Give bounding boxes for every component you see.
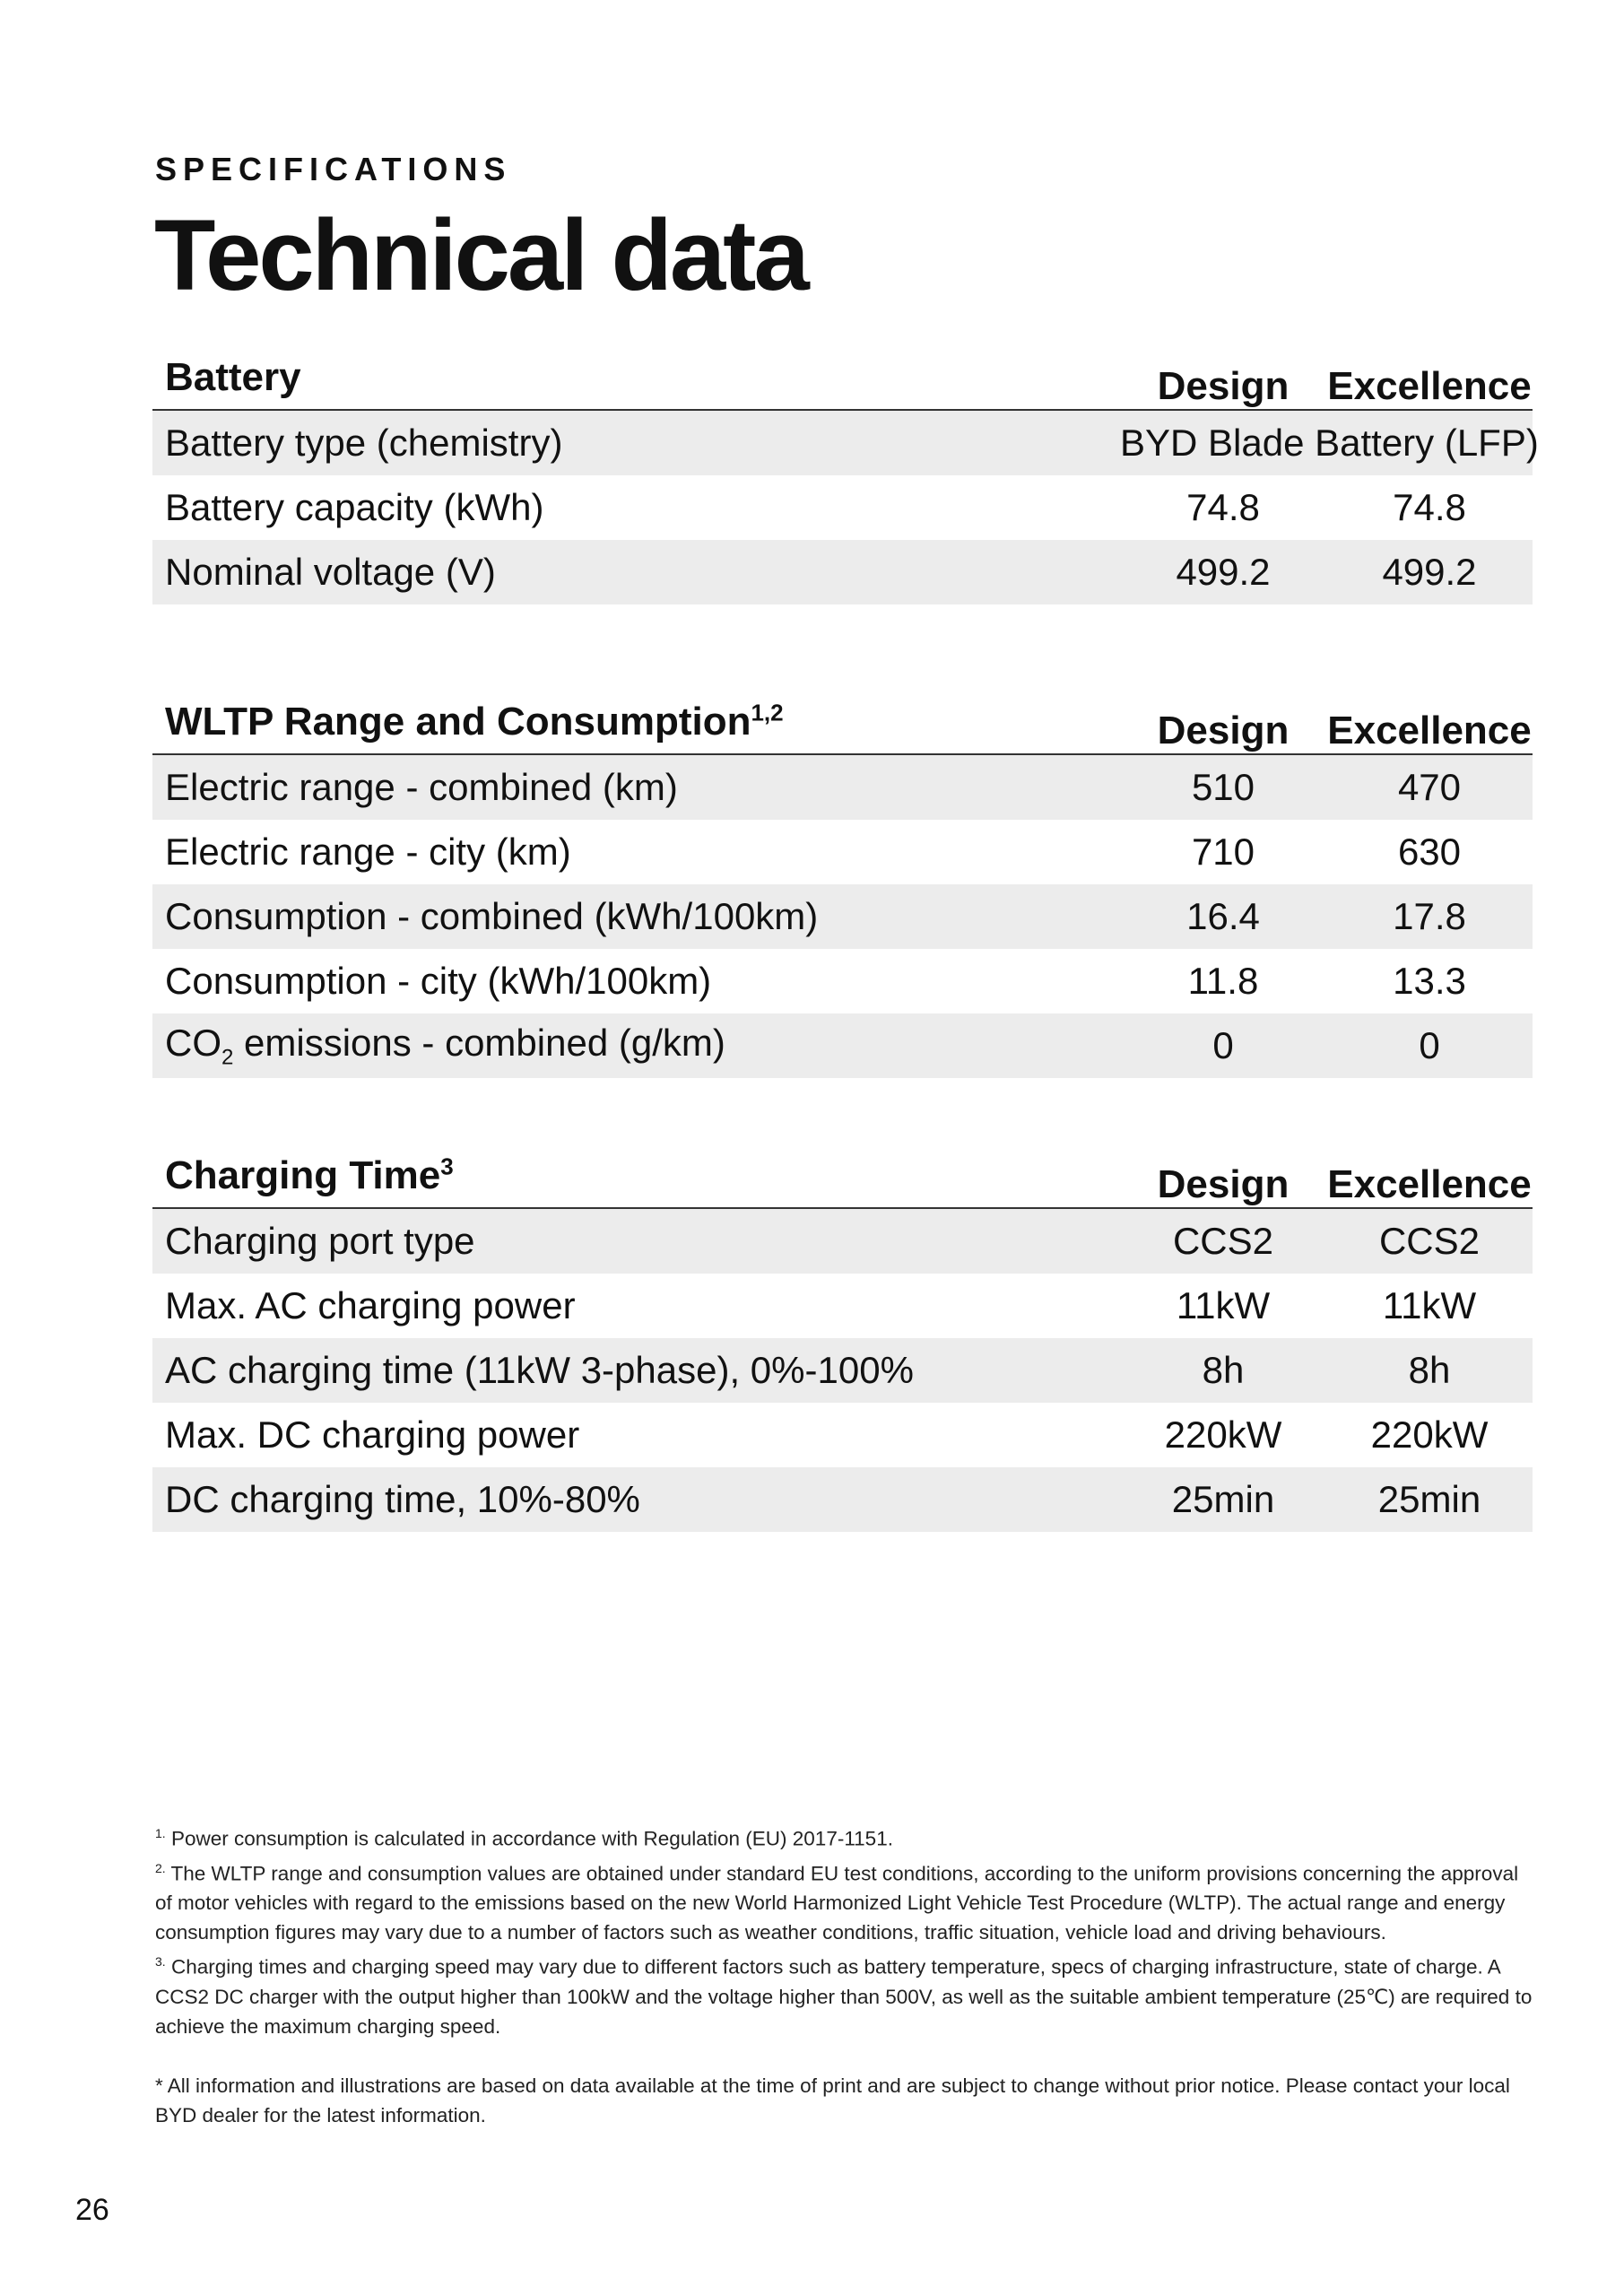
battery-col-excellence: Excellence (1326, 346, 1533, 410)
table-row (152, 475, 1533, 540)
table-row (152, 410, 1533, 475)
wltp-col-excellence: Excellence (1326, 691, 1533, 754)
row-value-excellence: 17.8 (1326, 884, 1533, 949)
row-value-excellence: 630 (1397, 831, 1462, 873)
row-value-excellence: 220kW (1370, 1413, 1489, 1456)
footnote-3-mark: 3. (155, 1954, 166, 1969)
charging-header-row (152, 1144, 1533, 1208)
table-row (152, 754, 1533, 820)
table-row (152, 1274, 1533, 1338)
row-label: Max. AC charging power (165, 1284, 576, 1326)
table-row (152, 820, 1533, 884)
battery-col-design: Design (1120, 346, 1326, 410)
row-label: Battery type (chemistry) (152, 410, 1120, 475)
row-value-design: 220kW (1164, 1413, 1282, 1456)
row-value-design: 499.2 (1120, 540, 1326, 604)
row-value-design: 11.8 (1187, 960, 1259, 1002)
table-row (152, 1338, 1533, 1403)
row-value-excellence: 74.8 (1393, 486, 1466, 528)
row-value-excellence: 8h (1326, 1338, 1533, 1403)
charging-heading (152, 1144, 1120, 1208)
row-value-design: 16.4 (1120, 884, 1326, 949)
row-label: AC charging time (11kW 3-phase), 0%-100% (152, 1338, 1120, 1403)
row-value-excellence: 0 (1326, 1013, 1533, 1078)
row-label: Charging port type (152, 1208, 1120, 1274)
table-row (152, 1403, 1533, 1467)
row-value-design: 510 (1120, 754, 1326, 820)
row-value-excellence: 470 (1326, 754, 1533, 820)
row-value-excellence: 11kW (1382, 1284, 1477, 1326)
table-row (152, 1467, 1533, 1532)
footnote-3 (155, 1947, 1536, 2041)
footnote-1-text: Power consumption is calculated in accordance with Regulation (EU) 2017-1151. (165, 1827, 893, 1850)
row-label: Battery capacity (kWh) (165, 486, 544, 528)
wltp-heading-text: WLTP Range and Consumption (165, 700, 751, 744)
row-label: Nominal voltage (V) (152, 540, 1120, 604)
row-label (152, 1013, 1120, 1078)
row-value-design: 0 (1120, 1013, 1326, 1078)
table-row (152, 1013, 1533, 1078)
disclaimer: * All information and illustrations are based on data available at the time of print and are subject to change without prior notice. Please contact your local BYD dealer for the latest information. (155, 2074, 1510, 2126)
row-label: Electric range - combined (km) (152, 754, 1120, 820)
row-label: Electric range - city (km) (165, 831, 571, 873)
footnotes (155, 1819, 1536, 2130)
footnote-2 (155, 1854, 1536, 1948)
row-value-design: 8h (1120, 1338, 1326, 1403)
page-title: Technical data (154, 199, 807, 311)
co2-label-sub: 2 (221, 1045, 234, 1070)
footnote-3-text: Charging times and charging speed may vary due to different factors such as battery temperature, specs of charging infrastructure, state of charge. A CCS2 DC charger with the output higher than 100kW and the voltage higher than 500V, as well as the suitable ambient temperature (25℃) are required to achieve the maximum charging speed. (155, 1955, 1533, 2038)
table-row (152, 949, 1533, 1013)
battery-heading: Battery (152, 346, 1120, 410)
wltp-col-design: Design (1120, 691, 1326, 754)
row-value-combined: BYD Blade Battery (LFP) (1120, 410, 1533, 475)
row-label: DC charging time, 10%-80% (152, 1467, 1120, 1532)
wltp-heading-footnote-ref: 1,2 (751, 699, 784, 726)
row-value-design: CCS2 (1120, 1208, 1326, 1274)
wltp-heading (152, 691, 1120, 754)
battery-header-row (152, 346, 1533, 410)
wltp-table (152, 691, 1533, 1078)
charging-col-excellence: Excellence (1326, 1144, 1533, 1208)
row-value-design: 710 (1191, 831, 1255, 873)
page-number: 26 (75, 2193, 109, 2227)
footnote-2-text: The WLTP range and consumption values are obtained under standard EU test conditions, according to the uniform provisions concerning the approval of motor vehicles with regard to the emissions based on the new World Harmonized Light Vehicle Test Procedure (WLTP). The actual range and energy consumption figures may vary due to a number of factors such as weather conditions, traffic situation, vehicle load and driving behaviours. (155, 1862, 1519, 1944)
table-row (152, 1208, 1533, 1274)
battery-table (152, 346, 1539, 604)
row-value-design: 11kW (1176, 1284, 1271, 1326)
charging-table (152, 1144, 1533, 1532)
table-row (152, 884, 1533, 949)
wltp-header-row (152, 691, 1533, 754)
footnote-1 (155, 1819, 1536, 1854)
footnote-2-mark: 2. (155, 1860, 166, 1875)
co2-label-pre: CO (165, 1021, 221, 1064)
row-value-excellence: CCS2 (1326, 1208, 1533, 1274)
row-label: Consumption - combined (kWh/100km) (152, 884, 1120, 949)
charging-heading-text: Charging Time (165, 1153, 441, 1197)
charging-col-design: Design (1120, 1144, 1326, 1208)
row-value-design: 74.8 (1186, 486, 1260, 528)
row-label: Max. DC charging power (165, 1413, 580, 1456)
row-value-design: 25min (1120, 1467, 1326, 1532)
co2-label-post: emissions - combined (g/km) (233, 1021, 725, 1064)
charging-heading-footnote-ref: 3 (440, 1152, 454, 1180)
row-value-excellence: 13.3 (1393, 960, 1466, 1002)
row-value-excellence: 499.2 (1326, 540, 1533, 604)
table-row (152, 540, 1533, 604)
section-eyebrow: SPECIFICATIONS (155, 151, 512, 187)
row-label: Consumption - city (kWh/100km) (165, 960, 712, 1002)
footnote-1-mark: 1. (155, 1826, 166, 1840)
row-value-excellence: 25min (1326, 1467, 1533, 1532)
